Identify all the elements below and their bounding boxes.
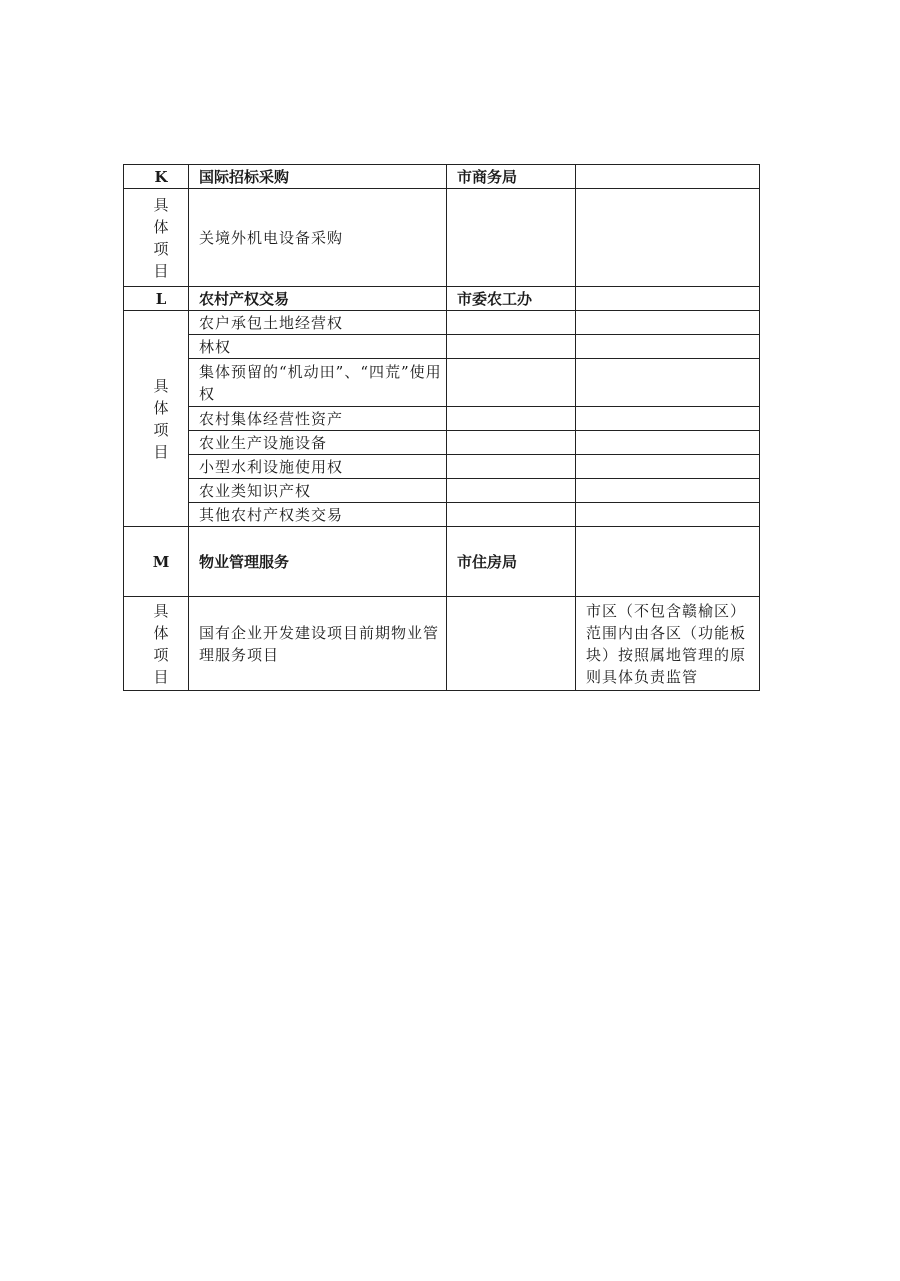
- item-text: 农业生产设施设备: [189, 431, 447, 455]
- item-dept: [447, 311, 576, 335]
- item-note: [576, 311, 760, 335]
- section-row-l: [124, 287, 760, 311]
- item-dept: [447, 189, 576, 287]
- section-dept: 市商务局: [447, 165, 576, 189]
- item-dept: [447, 503, 576, 527]
- item-dept: [447, 359, 576, 407]
- item-note: [576, 479, 760, 503]
- item-text: 小型水利设施使用权: [189, 455, 447, 479]
- item-row: [124, 407, 760, 431]
- item-row: [124, 503, 760, 527]
- item-row: [124, 335, 760, 359]
- section-code: L: [124, 287, 189, 311]
- section-note: [576, 165, 760, 189]
- item-group-label: 具 体 项 目: [124, 597, 189, 691]
- section-dept: 市委农工办: [447, 287, 576, 311]
- item-text: 农业类知识产权: [189, 479, 447, 503]
- item-row: [124, 431, 760, 455]
- item-text: 农户承包土地经营权: [189, 311, 447, 335]
- section-title: 农村产权交易: [189, 287, 447, 311]
- project-table: [123, 164, 760, 691]
- section-code: M: [124, 527, 189, 597]
- section-row-m: [124, 527, 760, 597]
- item-note: [576, 359, 760, 407]
- item-text: 国有企业开发建设项目前期物业管理服务项目: [189, 597, 447, 691]
- section-title: 国际招标采购: [189, 165, 447, 189]
- item-note: [576, 407, 760, 431]
- item-group-label: 具 体 项 目: [124, 311, 189, 527]
- section-note: [576, 287, 760, 311]
- item-note: [576, 335, 760, 359]
- item-text: 集体预留的“机动田”、“四荒”使用权: [189, 359, 447, 407]
- item-row: [124, 311, 760, 335]
- section-title: 物业管理服务: [189, 527, 447, 597]
- item-note: [576, 503, 760, 527]
- section-code: K: [124, 165, 189, 189]
- item-dept: [447, 431, 576, 455]
- section-row-k: [124, 165, 760, 189]
- item-row: [124, 597, 760, 691]
- item-note: [576, 431, 760, 455]
- item-dept: [447, 479, 576, 503]
- item-text: 林权: [189, 335, 447, 359]
- section-dept: 市住房局: [447, 527, 576, 597]
- item-row: [124, 479, 760, 503]
- item-note: 市区（不包含赣榆区）范围内由各区（功能板块）按照属地管理的原则具体负责监管: [576, 597, 760, 691]
- item-dept: [447, 407, 576, 431]
- item-text: 其他农村产权类交易: [189, 503, 447, 527]
- item-text: 关境外机电设备采购: [189, 189, 447, 287]
- item-row: [124, 455, 760, 479]
- item-dept: [447, 335, 576, 359]
- item-group-label: 具 体 项 目: [124, 189, 189, 287]
- item-row: [124, 189, 760, 287]
- item-row: [124, 359, 760, 407]
- item-dept: [447, 455, 576, 479]
- section-note: [576, 527, 760, 597]
- item-text: 农村集体经营性资产: [189, 407, 447, 431]
- item-dept: [447, 597, 576, 691]
- item-note: [576, 189, 760, 287]
- item-note: [576, 455, 760, 479]
